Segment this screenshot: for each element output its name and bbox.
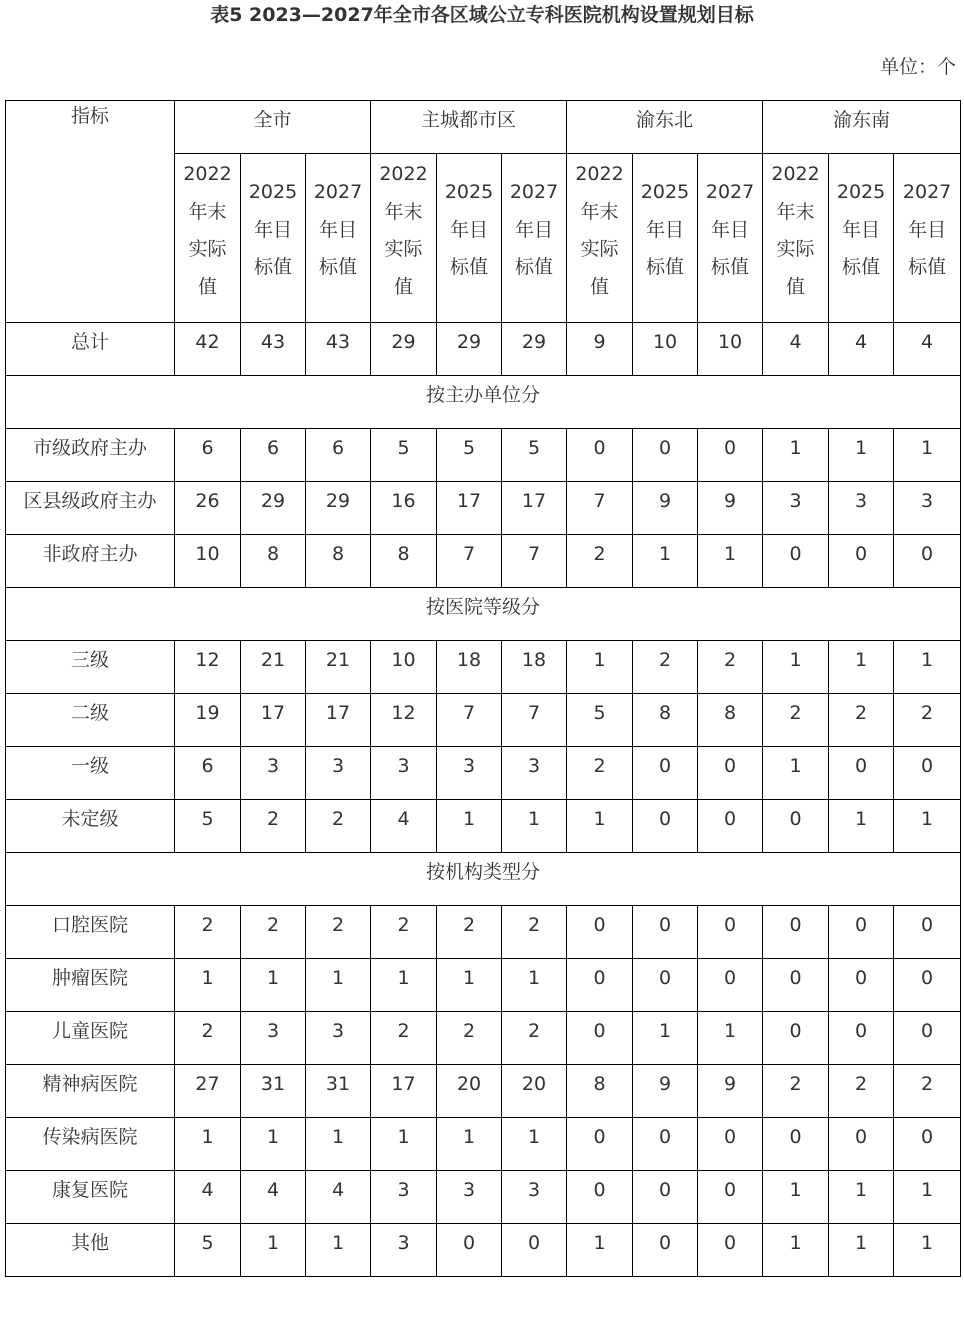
value-cell: 1 [567, 800, 633, 853]
value-cell: 7 [437, 535, 502, 588]
table-body [6, 101, 961, 1277]
indicator-header: 指标 [6, 101, 175, 323]
year-header-line: 实际 [384, 238, 423, 260]
planning-table [5, 100, 961, 1277]
row-label: 总计 [6, 323, 175, 376]
value-cell: 10 [633, 323, 698, 376]
year-header-line: 2022 [183, 163, 232, 185]
year-header-line: 年目 [319, 218, 358, 241]
value-cell: 1 [763, 747, 829, 800]
value-cell: 5 [371, 429, 437, 482]
value-cell: 1 [306, 1224, 371, 1277]
value-cell: 2 [829, 694, 894, 747]
value-cell: 2 [306, 906, 371, 959]
value-cell: 1 [567, 1224, 633, 1277]
value-cell: 1 [241, 959, 306, 1012]
year-header [698, 154, 763, 323]
year-header-line: 年末 [188, 200, 227, 223]
value-cell: 2 [502, 906, 567, 959]
year-header-line: 2022 [771, 163, 820, 185]
value-cell: 19 [175, 694, 241, 747]
year-header-line: 值 [197, 275, 217, 298]
region-header-main-urban: 主城都市区 [371, 101, 567, 154]
table-row [6, 1065, 961, 1118]
value-cell: 4 [371, 800, 437, 853]
value-cell: 9 [633, 1065, 698, 1118]
value-cell: 20 [437, 1065, 502, 1118]
year-header [175, 154, 241, 323]
year-header-line: 年目 [842, 218, 881, 241]
year-header [633, 154, 698, 323]
value-cell: 7 [502, 694, 567, 747]
year-header-line: 标值 [908, 256, 947, 278]
table-row [6, 800, 961, 853]
year-header-line: 2025 [444, 181, 494, 203]
value-cell: 1 [241, 1118, 306, 1171]
year-header [437, 154, 502, 323]
value-cell: 29 [437, 323, 502, 376]
year-header [502, 154, 567, 323]
value-cell: 29 [306, 482, 371, 535]
value-cell: 8 [698, 694, 763, 747]
value-cell: 0 [829, 1012, 894, 1065]
value-cell: 0 [829, 747, 894, 800]
unit-label: 单位：个 [879, 56, 956, 78]
value-cell: 8 [633, 694, 698, 747]
value-cell: 7 [502, 535, 567, 588]
year-header-line: 年目 [711, 218, 750, 241]
value-cell: 0 [698, 959, 763, 1012]
year-header-line: 2022 [575, 163, 624, 185]
value-cell: 3 [371, 1224, 437, 1277]
value-cell: 0 [567, 429, 633, 482]
value-cell: 0 [763, 906, 829, 959]
value-cell: 2 [437, 1012, 502, 1065]
value-cell: 0 [633, 429, 698, 482]
value-cell: 42 [175, 323, 241, 376]
table-row [6, 641, 961, 694]
value-cell: 2 [763, 1065, 829, 1118]
row-label: 其他 [6, 1224, 175, 1277]
value-cell: 7 [437, 694, 502, 747]
value-cell: 20 [502, 1065, 567, 1118]
year-header-line: 2027 [313, 181, 363, 203]
value-cell: 1 [306, 959, 371, 1012]
value-cell: 3 [437, 747, 502, 800]
row-label: 儿童医院 [6, 1012, 175, 1065]
value-cell: 1 [894, 429, 961, 482]
value-cell: 1 [175, 959, 241, 1012]
header-row-regions [6, 101, 961, 154]
value-cell: 1 [567, 641, 633, 694]
value-cell: 5 [502, 429, 567, 482]
year-header-line: 标值 [842, 256, 881, 278]
value-cell: 1 [633, 1012, 698, 1065]
value-cell: 16 [371, 482, 437, 535]
value-cell: 17 [371, 1065, 437, 1118]
value-cell: 2 [763, 694, 829, 747]
value-cell: 12 [175, 641, 241, 694]
value-cell: 1 [829, 641, 894, 694]
year-header [371, 154, 437, 323]
value-cell: 2 [502, 1012, 567, 1065]
value-cell: 5 [567, 694, 633, 747]
region-header-southeast: 渝东南 [763, 101, 961, 154]
value-cell: 0 [567, 959, 633, 1012]
value-cell: 1 [371, 1118, 437, 1171]
year-header-line: 年目 [253, 218, 292, 241]
year-header [306, 154, 371, 323]
year-header-line: 年末 [384, 200, 423, 223]
value-cell: 1 [698, 1012, 763, 1065]
value-cell: 2 [698, 641, 763, 694]
value-cell: 8 [371, 535, 437, 588]
value-cell: 0 [698, 1171, 763, 1224]
year-header-line: 2027 [902, 181, 952, 203]
region-header-city: 全市 [175, 101, 371, 154]
value-cell: 5 [437, 429, 502, 482]
value-cell: 4 [241, 1171, 306, 1224]
value-cell: 2 [437, 906, 502, 959]
value-cell: 0 [567, 1171, 633, 1224]
value-cell: 3 [763, 482, 829, 535]
value-cell: 1 [698, 535, 763, 588]
row-label: 传染病医院 [6, 1118, 175, 1171]
year-header-line: 年末 [580, 200, 619, 223]
table-row [6, 747, 961, 800]
value-cell: 1 [894, 800, 961, 853]
value-cell: 5 [175, 800, 241, 853]
year-header-line: 2025 [640, 181, 690, 203]
value-cell: 4 [763, 323, 829, 376]
value-cell: 2 [567, 747, 633, 800]
value-cell: 1 [502, 959, 567, 1012]
value-cell: 10 [371, 641, 437, 694]
row-label: 市级政府主办 [6, 429, 175, 482]
value-cell: 1 [894, 641, 961, 694]
value-cell: 1 [502, 800, 567, 853]
row-label: 三级 [6, 641, 175, 694]
value-cell: 2 [829, 1065, 894, 1118]
value-cell: 6 [241, 429, 306, 482]
year-header-line: 2025 [248, 181, 298, 203]
value-cell: 7 [567, 482, 633, 535]
year-header-line: 2022 [379, 163, 428, 185]
value-cell: 1 [763, 429, 829, 482]
value-cell: 26 [175, 482, 241, 535]
value-cell: 18 [437, 641, 502, 694]
value-cell: 1 [894, 1224, 961, 1277]
value-cell: 3 [502, 747, 567, 800]
value-cell: 1 [829, 800, 894, 853]
year-header-line: 年目 [646, 218, 685, 241]
table-row [6, 1224, 961, 1277]
value-cell: 27 [175, 1065, 241, 1118]
value-cell: 2 [241, 906, 306, 959]
value-cell: 0 [698, 800, 763, 853]
row-label: 肿瘤医院 [6, 959, 175, 1012]
table-row [6, 959, 961, 1012]
year-header-line: 标值 [646, 256, 685, 278]
year-header [894, 154, 961, 323]
value-cell: 0 [829, 959, 894, 1012]
year-header-line: 2025 [836, 181, 886, 203]
value-cell: 0 [763, 535, 829, 588]
value-cell: 0 [567, 1118, 633, 1171]
year-header-line: 实际 [776, 238, 815, 260]
value-cell: 1 [437, 959, 502, 1012]
table-row [6, 429, 961, 482]
value-cell: 4 [829, 323, 894, 376]
value-cell: 29 [371, 323, 437, 376]
value-cell: 3 [502, 1171, 567, 1224]
row-label: 一级 [6, 747, 175, 800]
value-cell: 0 [829, 535, 894, 588]
value-cell: 0 [763, 800, 829, 853]
value-cell: 3 [241, 747, 306, 800]
value-cell: 0 [698, 747, 763, 800]
value-cell: 12 [371, 694, 437, 747]
value-cell: 0 [894, 906, 961, 959]
value-cell: 1 [502, 1118, 567, 1171]
year-header-line: 年目 [515, 218, 554, 241]
value-cell: 29 [502, 323, 567, 376]
year-header [241, 154, 306, 323]
value-cell: 10 [175, 535, 241, 588]
year-header-line: 实际 [188, 238, 227, 260]
value-cell: 0 [698, 429, 763, 482]
row-label: 区县级政府主办 [6, 482, 175, 535]
value-cell: 0 [763, 1118, 829, 1171]
value-cell: 3 [437, 1171, 502, 1224]
value-cell: 9 [567, 323, 633, 376]
row-label: 口腔医院 [6, 906, 175, 959]
year-header-line: 实际 [580, 238, 619, 260]
section-title: 按机构类型分 [6, 853, 961, 906]
row-label: 未定级 [6, 800, 175, 853]
value-cell: 3 [894, 482, 961, 535]
value-cell: 1 [241, 1224, 306, 1277]
value-cell: 0 [894, 1012, 961, 1065]
value-cell: 1 [829, 1171, 894, 1224]
value-cell: 0 [437, 1224, 502, 1277]
value-cell: 2 [175, 1012, 241, 1065]
value-cell: 31 [306, 1065, 371, 1118]
year-header-line: 值 [786, 275, 806, 298]
value-cell: 3 [371, 747, 437, 800]
value-cell: 43 [241, 323, 306, 376]
value-cell: 0 [633, 959, 698, 1012]
value-cell: 9 [698, 482, 763, 535]
value-cell: 1 [894, 1171, 961, 1224]
value-cell: 8 [241, 535, 306, 588]
year-header [567, 154, 633, 323]
value-cell: 0 [894, 535, 961, 588]
year-header-line: 2027 [705, 181, 755, 203]
value-cell: 1 [437, 800, 502, 853]
value-cell: 18 [502, 641, 567, 694]
row-label: 康复医院 [6, 1171, 175, 1224]
value-cell: 2 [371, 906, 437, 959]
value-cell: 1 [763, 1224, 829, 1277]
row-label: 非政府主办 [6, 535, 175, 588]
value-cell: 1 [306, 1118, 371, 1171]
value-cell: 1 [763, 641, 829, 694]
value-cell: 9 [633, 482, 698, 535]
value-cell: 0 [633, 1118, 698, 1171]
table-row [6, 694, 961, 747]
value-cell: 0 [698, 1224, 763, 1277]
year-header-line: 值 [394, 275, 414, 298]
table-row [6, 1171, 961, 1224]
value-cell: 17 [306, 694, 371, 747]
table-row [6, 482, 961, 535]
value-cell: 0 [502, 1224, 567, 1277]
value-cell: 6 [306, 429, 371, 482]
table-row [6, 1118, 961, 1171]
value-cell: 2 [567, 535, 633, 588]
value-cell: 3 [829, 482, 894, 535]
value-cell: 1 [437, 1118, 502, 1171]
value-cell: 0 [567, 906, 633, 959]
value-cell: 6 [175, 747, 241, 800]
value-cell: 0 [894, 959, 961, 1012]
year-header-line: 标值 [319, 256, 358, 278]
section-header-row [6, 853, 961, 906]
value-cell: 0 [633, 747, 698, 800]
section-header-row [6, 376, 961, 429]
value-cell: 0 [829, 906, 894, 959]
value-cell: 0 [633, 906, 698, 959]
value-cell: 2 [633, 641, 698, 694]
value-cell: 0 [698, 906, 763, 959]
value-cell: 4 [306, 1171, 371, 1224]
value-cell: 2 [371, 1012, 437, 1065]
value-cell: 0 [829, 1118, 894, 1171]
table-row [6, 323, 961, 376]
table-row [6, 535, 961, 588]
value-cell: 0 [698, 1118, 763, 1171]
value-cell: 2 [894, 694, 961, 747]
section-title: 按医院等级分 [6, 588, 961, 641]
row-label: 精神病医院 [6, 1065, 175, 1118]
value-cell: 3 [371, 1171, 437, 1224]
section-title: 按主办单位分 [6, 376, 961, 429]
value-cell: 1 [175, 1118, 241, 1171]
value-cell: 1 [633, 535, 698, 588]
row-label: 二级 [6, 694, 175, 747]
value-cell: 17 [437, 482, 502, 535]
value-cell: 0 [633, 1224, 698, 1277]
value-cell: 1 [371, 959, 437, 1012]
value-cell: 4 [175, 1171, 241, 1224]
value-cell: 10 [698, 323, 763, 376]
value-cell: 17 [241, 694, 306, 747]
year-header-line: 2027 [509, 181, 559, 203]
value-cell: 3 [306, 747, 371, 800]
value-cell: 1 [829, 1224, 894, 1277]
section-header-row [6, 588, 961, 641]
year-header-line: 年末 [776, 200, 815, 223]
year-header-line: 标值 [253, 256, 292, 278]
year-header-line: 标值 [515, 256, 554, 278]
year-header-line: 年目 [908, 218, 947, 241]
year-header-line: 值 [590, 275, 610, 298]
year-header [763, 154, 829, 323]
value-cell: 29 [241, 482, 306, 535]
value-cell: 0 [763, 959, 829, 1012]
value-cell: 9 [698, 1065, 763, 1118]
year-header [829, 154, 894, 323]
value-cell: 0 [633, 1171, 698, 1224]
value-cell: 0 [894, 747, 961, 800]
value-cell: 6 [175, 429, 241, 482]
value-cell: 3 [306, 1012, 371, 1065]
value-cell: 21 [241, 641, 306, 694]
year-header-line: 标值 [711, 256, 750, 278]
value-cell: 43 [306, 323, 371, 376]
value-cell: 8 [306, 535, 371, 588]
table-title: 表5 2023—2027年全市各区域公立专科医院机构设置规划目标 [210, 4, 754, 26]
year-header-line: 年目 [450, 218, 489, 241]
value-cell: 4 [894, 323, 961, 376]
value-cell: 0 [763, 1012, 829, 1065]
value-cell: 5 [175, 1224, 241, 1277]
table-row [6, 1012, 961, 1065]
value-cell: 8 [567, 1065, 633, 1118]
value-cell: 2 [241, 800, 306, 853]
value-cell: 0 [633, 800, 698, 853]
value-cell: 17 [502, 482, 567, 535]
region-header-northeast: 渝东北 [567, 101, 763, 154]
value-cell: 2 [175, 906, 241, 959]
table-row [6, 906, 961, 959]
value-cell: 0 [567, 1012, 633, 1065]
year-header-line: 标值 [450, 256, 489, 278]
value-cell: 1 [763, 1171, 829, 1224]
value-cell: 21 [306, 641, 371, 694]
value-cell: 0 [894, 1118, 961, 1171]
value-cell: 3 [241, 1012, 306, 1065]
value-cell: 1 [829, 429, 894, 482]
value-cell: 2 [306, 800, 371, 853]
value-cell: 31 [241, 1065, 306, 1118]
value-cell: 2 [894, 1065, 961, 1118]
